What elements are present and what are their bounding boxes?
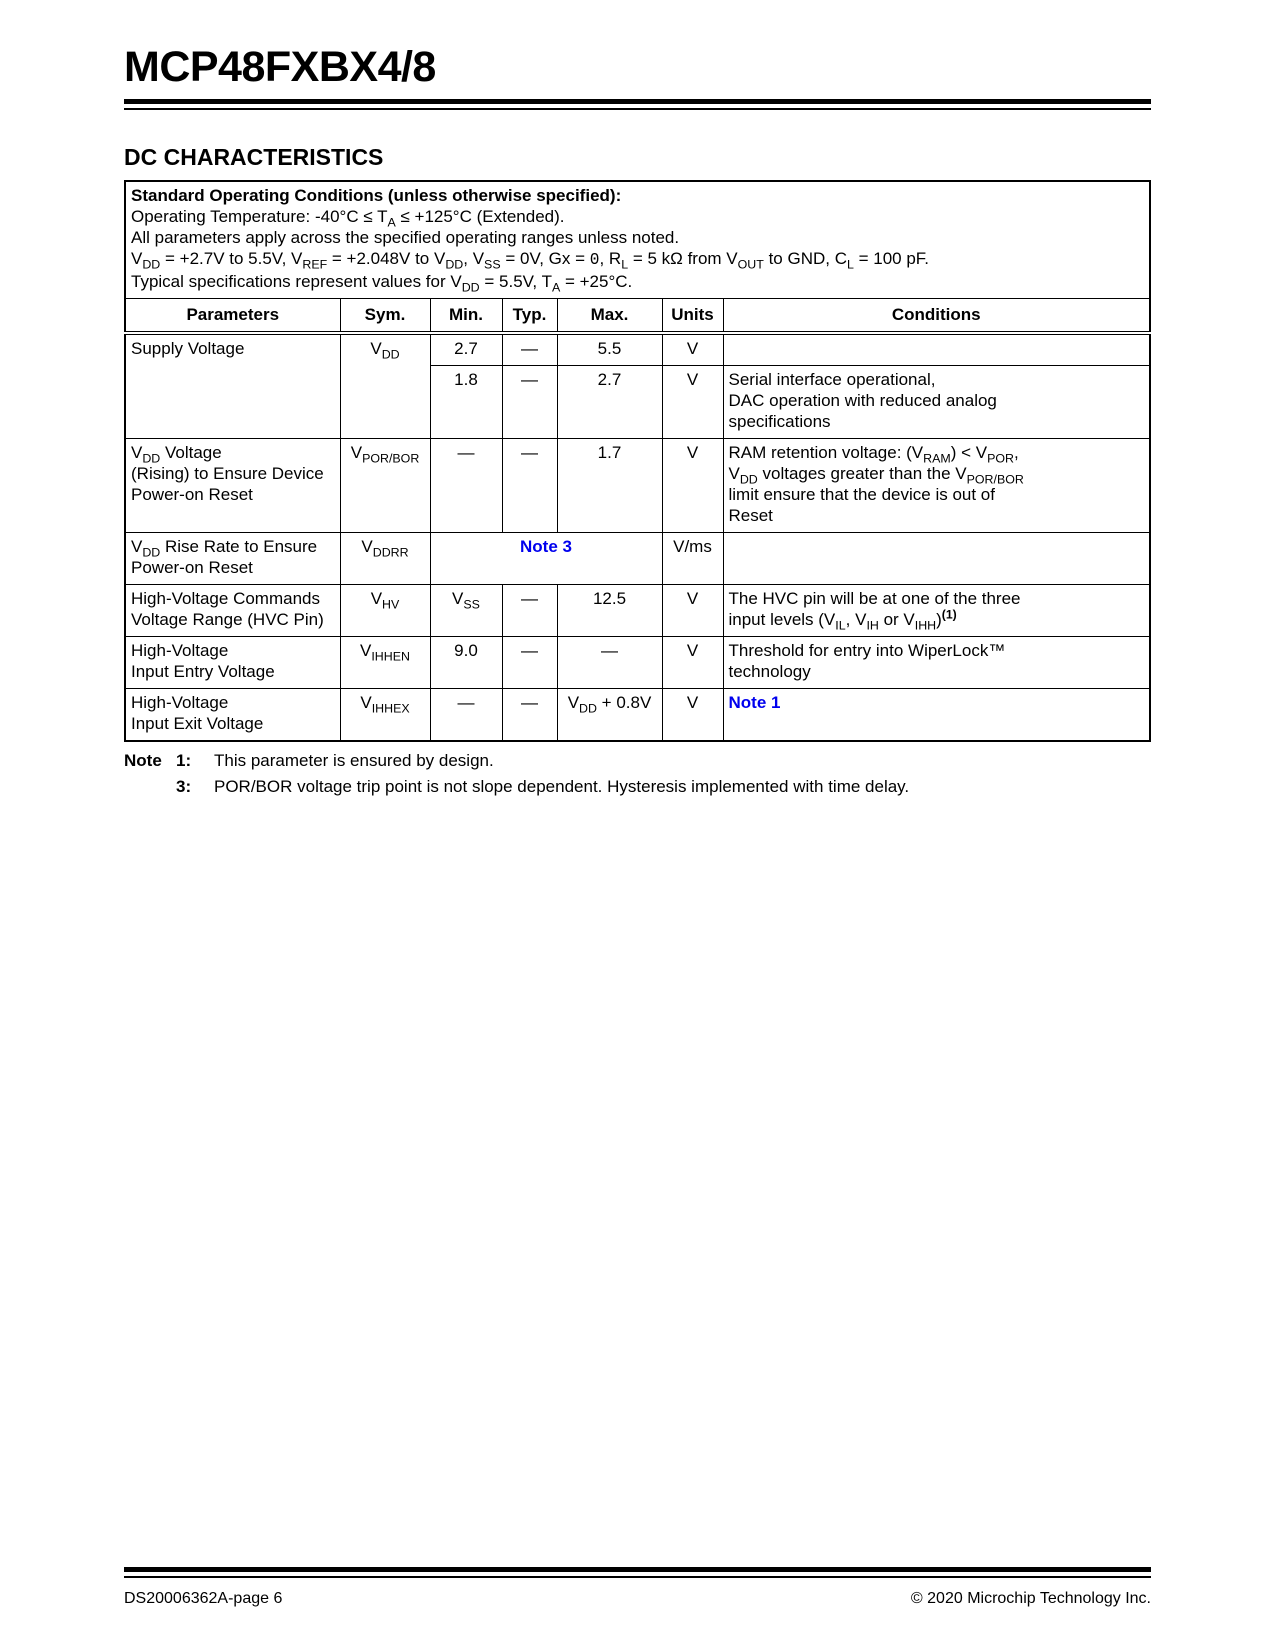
col-header-max: Max. [557, 299, 662, 334]
min-cell: $V_{SS}$ [430, 585, 502, 637]
note-1-link[interactable]: Note 1 [728, 693, 781, 713]
row-hv-exit [125, 689, 1150, 742]
units-cell: V [662, 439, 723, 533]
param-cell: High-Voltage Input Exit Voltage [125, 689, 340, 742]
conditions-header-row [125, 181, 1150, 299]
typ-cell: — [502, 689, 557, 742]
param-cell: Supply Voltage [125, 333, 340, 439]
conditions-cell: The HVC pin will be at one of the three input levels ($V_{IL}$, $V_{IH}$ or $V_{IHH})^{(1)}$ [723, 585, 1150, 637]
note-number: 1: [176, 751, 192, 771]
param-cell: High-Voltage Input Entry Voltage [125, 637, 340, 689]
conditions-line-1: Operating Temperature: $-40^\circ C \le T_A \le +125^\circ C$ (Extended). [131, 207, 565, 230]
conditions-cell: Serial interface operational, DAC operation with reduced analog specifications [723, 366, 1150, 439]
typ-cell: — [502, 585, 557, 637]
max-cell: — [557, 637, 662, 689]
row-vdd-rise-rate [125, 533, 1150, 585]
min-cell: — [430, 439, 502, 533]
units-cell: V [662, 585, 723, 637]
min-cell: 1.8 [430, 366, 502, 439]
units-cell: V [662, 333, 723, 366]
col-header-units: Units [662, 299, 723, 334]
page-header [124, 44, 1151, 110]
max-cell: $V_{DD} + 0.8V$ [557, 689, 662, 742]
page-title: MCP48FXBX4/8 [124, 43, 436, 91]
max-cell: 5.5 [557, 333, 662, 366]
units-cell: V [662, 637, 723, 689]
col-header-parameters: Parameters [125, 299, 340, 334]
note-row-1 [124, 750, 1151, 772]
dc-characteristics-table [124, 180, 1151, 742]
typ-cell: — [502, 637, 557, 689]
col-header-min: Min. [430, 299, 502, 334]
units-cell: V/ms [662, 533, 723, 585]
note-label [124, 776, 176, 798]
page-footer [124, 1567, 1151, 1608]
note-3-link[interactable]: Note 3 [520, 537, 572, 557]
col-header-typ: Typ. [502, 299, 557, 334]
sym-cell: $V_{IHHEX}$ [340, 689, 430, 742]
typ-cell: — [502, 366, 557, 439]
table-header-row [125, 299, 1150, 334]
max-cell: 2.7 [557, 366, 662, 439]
conditions-line-2: All parameters apply across the specified operating ranges unless noted. [131, 228, 680, 248]
notes-section [124, 750, 1151, 802]
max-cell: 12.5 [557, 585, 662, 637]
row-por-bor [125, 439, 1150, 533]
units-cell: V [662, 689, 723, 742]
row-hv-commands [125, 585, 1150, 637]
col-header-sym: Sym. [340, 299, 430, 334]
footer-doc-number: DS20006362A-page 6 [124, 1590, 283, 1607]
units-cell: V [662, 366, 723, 439]
note-number: 3: [176, 777, 192, 797]
conditions-cell: Threshold for entry into WiperLock™ technology [723, 637, 1150, 689]
param-cell: High-Voltage Commands Voltage Range (HVC Pin) [125, 585, 340, 637]
conditions-cell [723, 333, 1150, 366]
typ-cell: — [502, 333, 557, 366]
sym-cell: $V_{POR/BOR}$ [340, 439, 430, 533]
operating-conditions-block [125, 181, 1150, 299]
header-rule [124, 99, 1151, 110]
row-supply-voltage-1 [125, 333, 1150, 366]
conditions-title: Standard Operating Conditions (unless otherwise specified): [131, 186, 622, 206]
min-cell: 9.0 [430, 637, 502, 689]
footer-copyright: © 2020 Microchip Technology Inc. [910, 1590, 1151, 1607]
note-text: POR/BOR voltage trip point is not slope dependent. Hysteresis implemented with time delay. [214, 777, 910, 797]
param-cell: $V_{DD}$ Voltage (Rising) to Ensure Device Power-on Reset [125, 439, 340, 533]
max-cell: 1.7 [557, 439, 662, 533]
min-cell: 2.7 [430, 333, 502, 366]
note-label: Note [124, 751, 162, 771]
footer-rule [124, 1567, 1151, 1578]
sym-cell: $V_{IHHEN}$ [340, 637, 430, 689]
typ-cell: — [502, 439, 557, 533]
col-header-conditions: Conditions [723, 299, 1150, 334]
conditions-line-4: Typical specifications represent values for $V_{DD} = 5.5V$, $T_A = +25^\circ C$. [131, 272, 633, 295]
note-row-2 [124, 776, 1151, 798]
row-hv-entry [125, 637, 1150, 689]
conditions-cell [723, 533, 1150, 585]
section-title: DC CHARACTERISTICS [124, 144, 384, 171]
min-cell: — [430, 689, 502, 742]
sym-cell: $V_{DDRR}$ [340, 533, 430, 585]
min-typ-max-merged-cell [430, 533, 662, 585]
param-cell: $V_{DD}$ Rise Rate to Ensure Power-on Reset [125, 533, 340, 585]
conditions-cell [723, 689, 1150, 742]
conditions-line-3: $V_{DD} = +2.7V$ to 5.5V, $V_{REF} = +2.048V$ to $V_{DD}$, $V_{SS} = 0V$, Gx = 0, $R_L = 5$ kΩ from $V_{OUT}$ to GND, $C_L = 100$ pF. [131, 249, 930, 272]
sym-cell: $V_{HV}$ [340, 585, 430, 637]
conditions-cell: RAM retention voltage: $(V_{RAM}) < V_{POR}$, $V_{DD}$ voltages greater than the $V_{POR/BOR}$ limit ensure that the device is out of Reset [723, 439, 1150, 533]
note-text: This parameter is ensured by design. [214, 751, 494, 771]
sym-cell: $V_{DD}$ [340, 333, 430, 439]
